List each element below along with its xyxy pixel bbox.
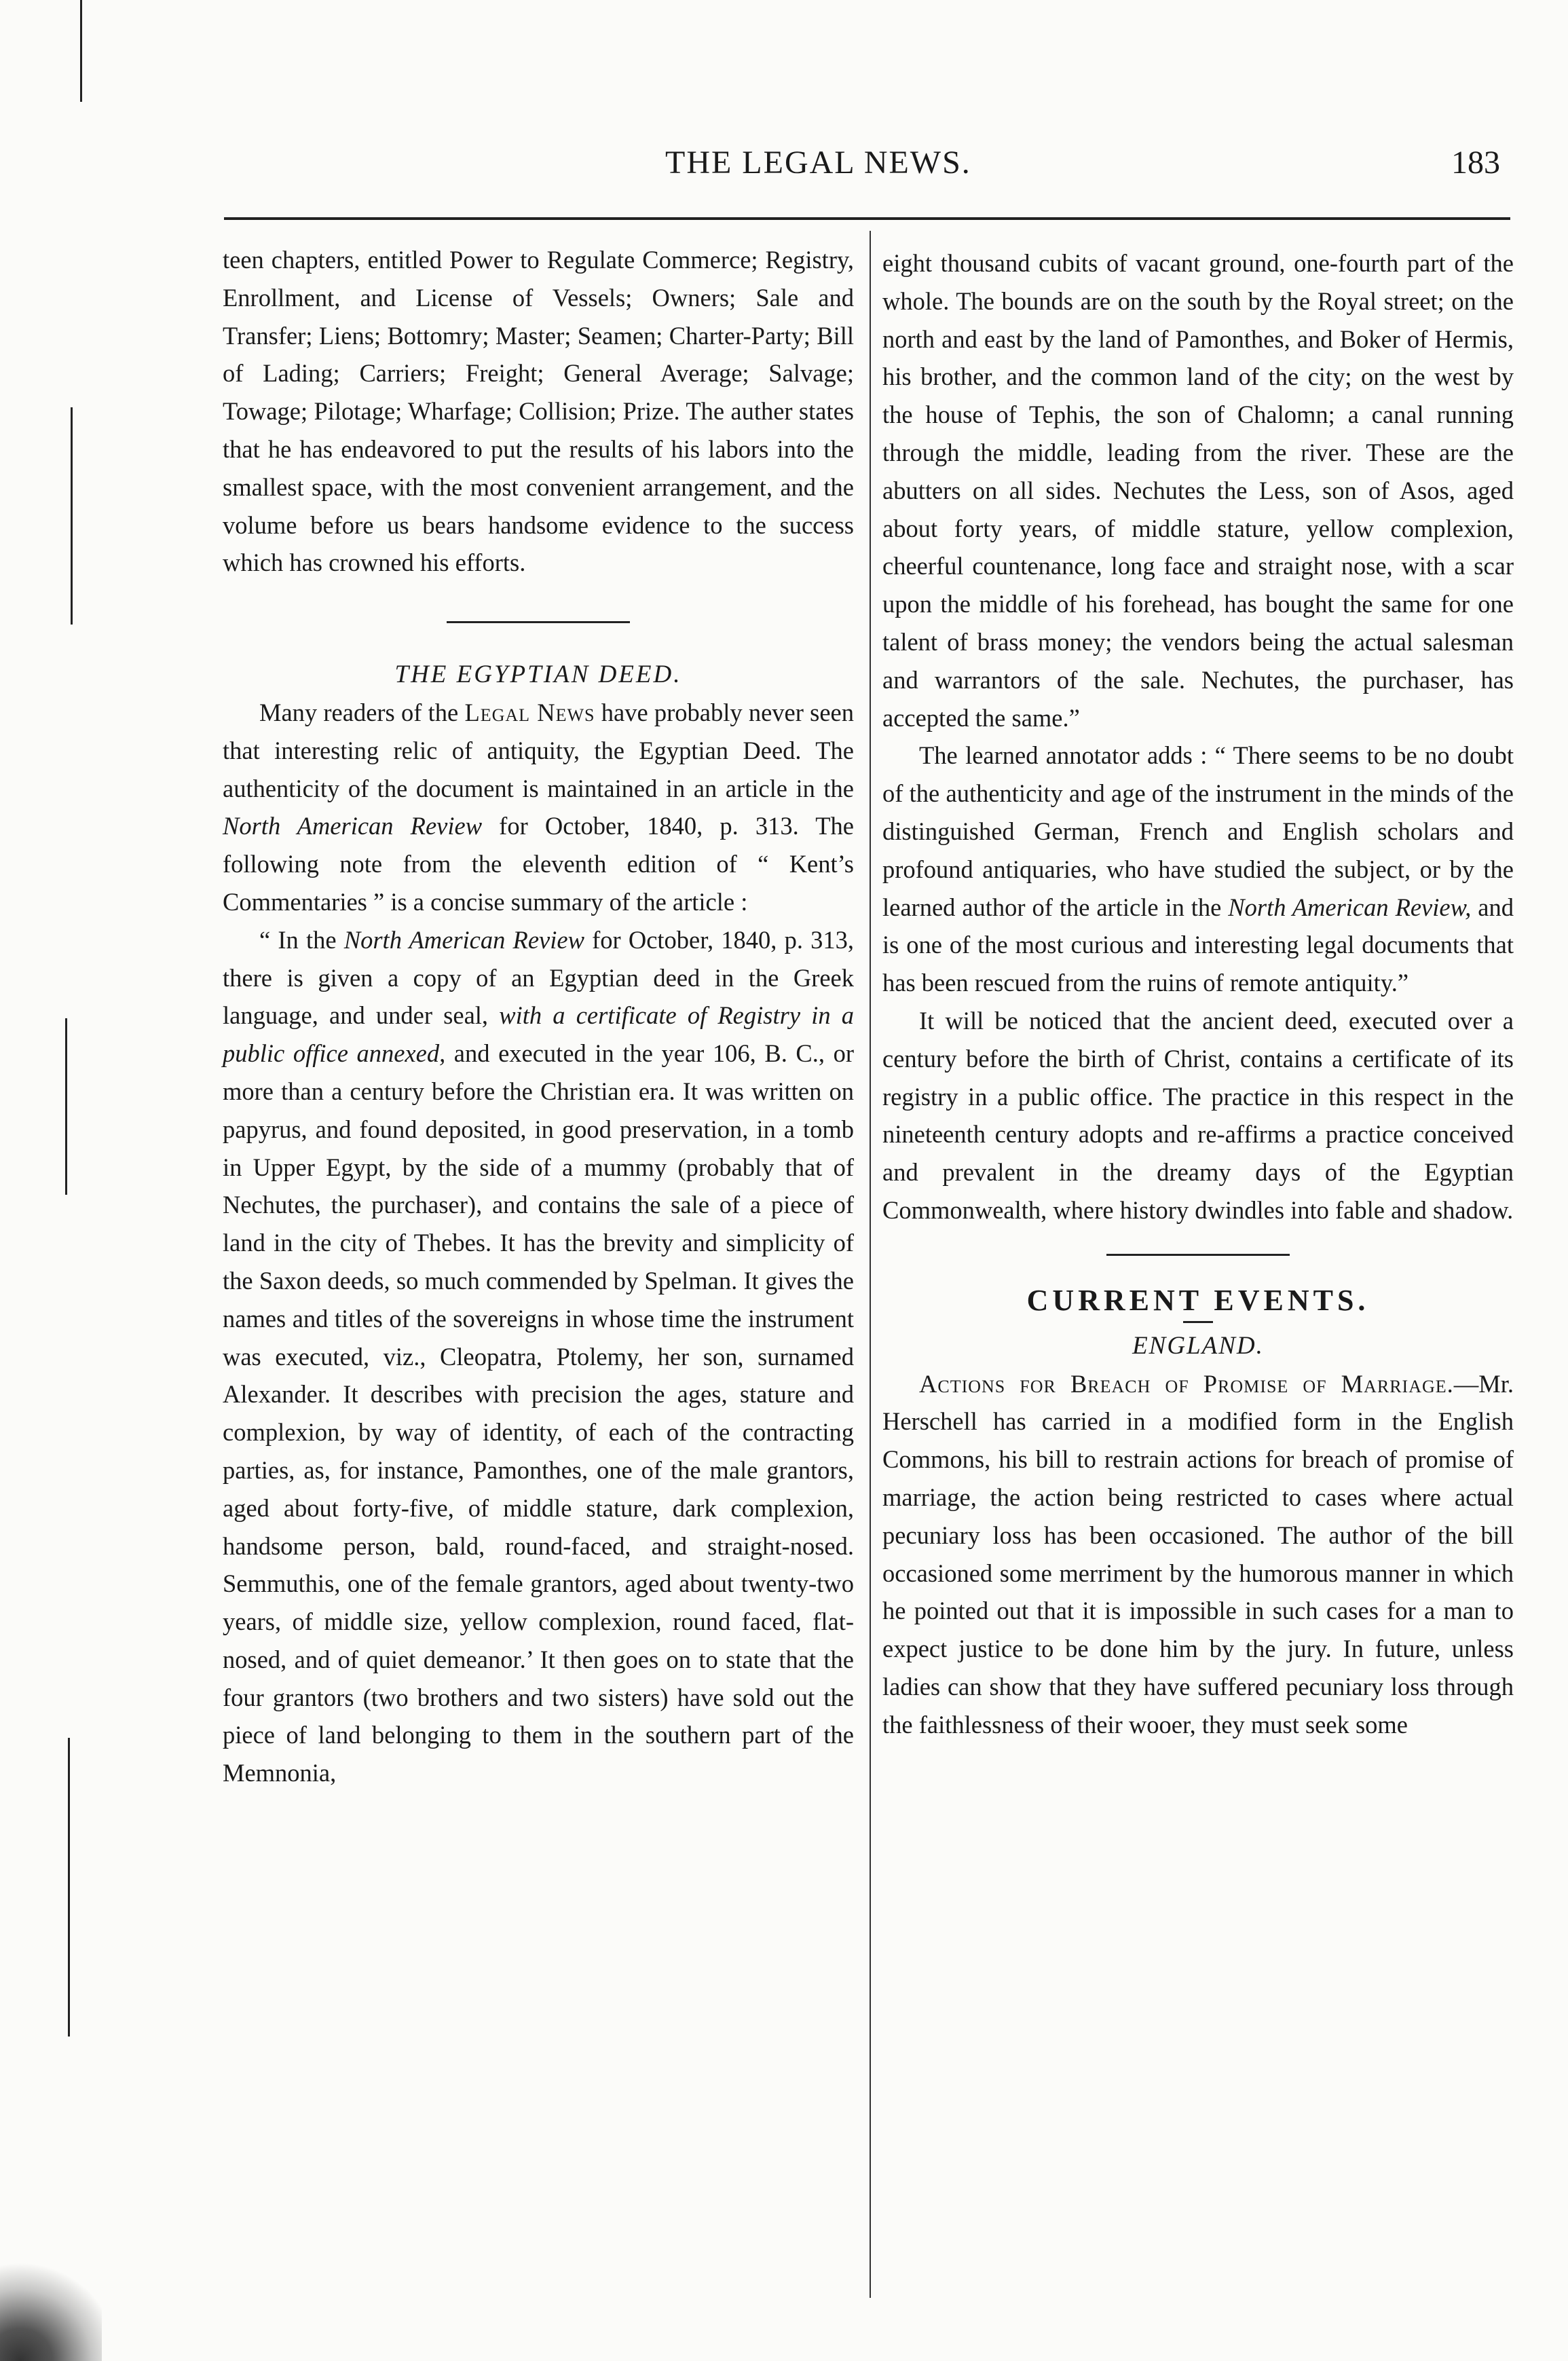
paragraph: It will be noticed that the ancient deed, executed over a century before the birth of Christ, contains a certificate of its registry in a public office. The practice in this respect in the nineteenth century adopts and re-affirms a practice conceived and prevalent in the dreamy days of the Egyptian Commonwealth, where history dwindles into fable and shadow. xyxy=(882,1006,1514,1224)
margin-mark xyxy=(71,407,73,625)
subsection-title: ENGLAND. xyxy=(1132,1331,1264,1360)
margin-mark xyxy=(65,1018,67,1195)
paragraph: The learned annotator adds : “ There seems to be no doubt of the authenticity and age of the instrument in the minds of the distinguished German, French and English scholars and profound antiquaries, who have studied the subject, or by the learned author of the article in the North American Review, and is one of the most curious and interesting legal documents that has been rescued from the ruins of remote antiquity.” xyxy=(882,741,1514,997)
section-title: THE EGYPTIAN DEED. xyxy=(394,661,682,689)
run-in-heading: Actions for Breach of Promise of Marriage. xyxy=(919,1369,1454,1398)
section-separator xyxy=(447,621,630,623)
margin-mark xyxy=(80,0,82,102)
paragraph: Many readers of the Legal News have probably never seen that interesting relic of antiquity, the Egyptian Deed. The authenticity of the document is maintained in an article in the North American Review for October, 1840, p. 313. The following note from the eleventh edition of “ Kent’s Commentaries ” is a concise summary of the article : xyxy=(223,698,854,916)
paragraph: eight thousand cubits of vacant ground, one-fourth part of the whole. The bounds are on the south by the Royal street; on the north and east by the land of Pamonthes, and Boker of Hermis, his brother, and the common land of the city; on the west by the house of Tephis, the son of Chalomn; a canal running through the middle, leading from the river. These are the abutters on all sides. Nechutes the Less, son of Asos, aged about forty years, of middle stature, yellow complexion, cheerful countenance, long face and straight nose, with a scar upon the middle of his forehead, has bought the same for one talent of brass money; the vendors being the actual salesman and warrantors of the sale. Nechutes, the purchaser, has accepted the same.” xyxy=(882,249,1514,732)
section-separator xyxy=(1106,1254,1290,1256)
page-number: 183 xyxy=(1451,145,1500,181)
header-rule xyxy=(224,217,1510,220)
legal-news-name: Legal News xyxy=(464,698,595,726)
running-title: THE LEGAL NEWS. xyxy=(665,145,971,181)
margin-mark xyxy=(68,1738,70,2037)
page-header xyxy=(224,144,1514,191)
section-title: CURRENT EVENTS. xyxy=(1026,1283,1370,1317)
paragraph: Actions for Breach of Promise of Marriage.—Mr. Herschell has carried in a modified form in the English Commons, his bill to restrain actions for breach of promise of marriage, the action being restricted to cases where actual pecuniary loss has been occasioned. The author of the bill occasioned some merriment by the humorous manner in which he pointed out that it is impossible in such cases for a man to expect justice to be done him by the jury. In future, unless ladies can show that they have suffered pecuniary loss through the faithlessness of their wooer, they must seek some xyxy=(882,1369,1514,1739)
left-column xyxy=(223,241,854,1792)
paragraph: teen chapters, entitled Power to Regulate Commerce; Registry, Enrollment, and License of Vessels; Owners; Sale and Transfer; Liens; Bottomry; Master; Seamen; Charter-Party; Bill of Lading; Carriers; Freight; General Average; Salvage; Towage; Pilotage; Wharfage; Collision; Prize. The auther states that he has endeavored to put the results of his labors into the smallest space, with the most convenient arrangement, and the volume before us bears handsome evidence to the success which has crowned his efforts. xyxy=(223,246,854,577)
column-divider xyxy=(870,231,871,2298)
page-blot xyxy=(0,2259,102,2361)
right-column xyxy=(882,244,1514,1743)
heading-rule xyxy=(1183,1321,1213,1323)
paragraph: “ In the North American Review for October, 1840, p. 313, there is given a copy of an Egyptian deed in the Greek language, and under seal, with a certificate of Registry in a public office annexed, and executed in the year 106, B. C., or more than a century before the Christian era. It was written on papyrus, and found deposited, in good preservation, in a tomb in Upper Egypt, by the side of a mummy (probably that of Nechutes, the purchaser), and contains the sale of a piece of land in the city of Thebes. It has the brevity and simplicity of the Saxon deeds, so much commended by Spelman. It gives the names and titles of the sovereigns in whose time the instrument was executed, viz., Cleopatra, Ptolemy, her son, surnamed Alexander. It describes with precision the ages, stature and complexion, by way of identity, of each of the contracting parties, as, for instance, Pamonthes, one of the male grantors, aged about forty-five, of middle stature, dark complexion, handsome person, bald, round-faced, and straight-nosed. Semmuthis, one of the female grantors, aged about twenty-two years, of middle size, yellow complexion, round faced, flat-nosed, and of quiet demeanor.’ It then goes on to state that the four grantors (two brothers and two sisters) have sold out the piece of land belonging to them in the southern part of the Memnonia, xyxy=(223,925,855,1787)
